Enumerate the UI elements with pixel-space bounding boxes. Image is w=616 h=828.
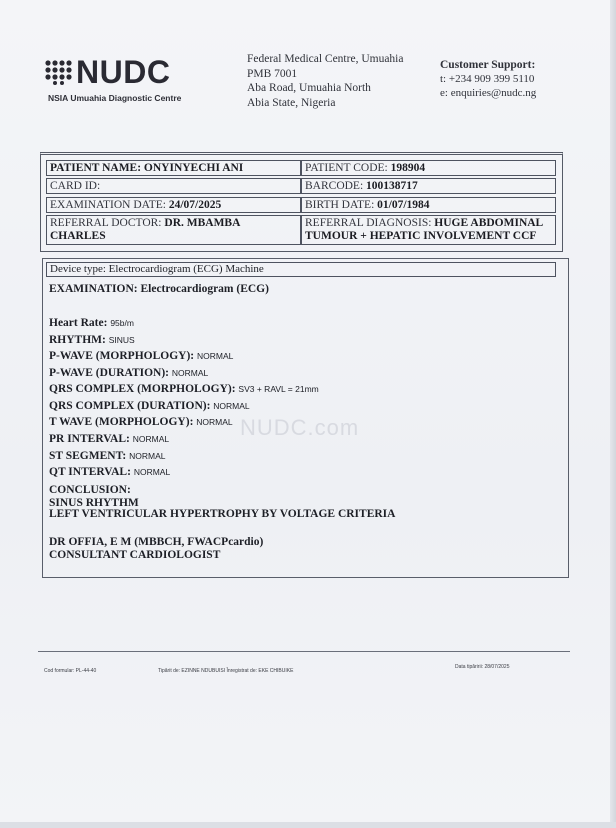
birth-date-cell (301, 197, 556, 213)
exam-date-label: EXAMINATION DATE: (50, 199, 166, 211)
signature-title: CONSULTANT CARDIOLOGIST (49, 549, 221, 561)
finding-row (49, 383, 319, 396)
logo-dots-icon (44, 59, 72, 85)
address-line: Abia State, Nigeria (247, 96, 336, 109)
support-phone: t: +234 909 399 5110 (440, 73, 535, 85)
exam-date-value: 24/07/2025 (168, 199, 222, 211)
patient-name-value: ONYINYECHI ANI (143, 162, 244, 174)
conclusion-line: SINUS RHYTHM (49, 497, 139, 509)
logo-text: NUDC (76, 54, 171, 90)
patient-name-cell (46, 160, 301, 176)
device-type-box (46, 262, 556, 277)
finding-value: 95b/m (110, 318, 134, 328)
referral-diagnosis-value: HUGE ABDOMINAL TUMOUR + HEPATIC INVOLVEMENT CCF (305, 217, 543, 242)
finding-label: ST SEGMENT: (49, 450, 127, 462)
logo-subtitle: NSIA Umuahia Diagnostic Centre (48, 93, 182, 103)
watermark: NUDC.com (240, 415, 360, 440)
finding-row (49, 367, 208, 380)
barcode-label: BARCODE: (305, 180, 364, 192)
address-line: PMB 7001 (247, 67, 298, 80)
finding-label: QRS COMPLEX (DURATION): (49, 400, 211, 412)
finding-label: PR INTERVAL: (49, 433, 130, 445)
footer-print-date: Data tipăririi: 28/07/2025 (455, 664, 510, 670)
device-type-label: Device type: (50, 263, 106, 275)
conclusion-line: LEFT VENTRICULAR HYPERTROPHY BY VOLTAGE CRITERIA (49, 508, 396, 520)
address-line: Federal Medical Centre, Umuahia (247, 53, 404, 65)
finding-row (49, 450, 165, 463)
referral-diagnosis-cell (301, 215, 556, 245)
finding-value: SINUS (108, 335, 135, 345)
finding-label: QRS COMPLEX (MORPHOLOGY): (49, 383, 236, 395)
finding-value: NORMAL (132, 434, 170, 444)
examination-line (49, 283, 269, 296)
device-type-value: Electrocardiogram (ECG) Machine (108, 263, 264, 275)
finding-label: RHYTHM: (49, 334, 106, 346)
footer-typed-by: Tipărit de: EZINNE NDUBUISI Înregistrat de: EKE CHIBUIKE (158, 668, 294, 674)
patient-code-label: PATIENT CODE: (305, 162, 388, 174)
support-email: e: enquiries@nudc.ng (440, 87, 537, 99)
paper-edge-right (610, 0, 616, 828)
finding-value: NORMAL (129, 451, 166, 461)
examination-label: EXAMINATION: (49, 283, 138, 295)
finding-row (49, 433, 169, 446)
patient-code-value: 198904 (390, 162, 426, 174)
finding-row (49, 400, 250, 413)
referral-doctor-label: REFERRAL DOCTOR: (50, 217, 162, 229)
finding-row (49, 466, 170, 479)
clinic-address (247, 52, 403, 110)
support-title: Customer Support: (440, 59, 536, 71)
finding-row (49, 416, 233, 429)
finding-row (49, 334, 135, 347)
customer-support (440, 58, 536, 100)
referral-diagnosis-label: REFERRAL DIAGNOSIS: (305, 217, 432, 229)
footer-divider (38, 651, 570, 652)
card-id-label: CARD ID: (50, 180, 101, 192)
finding-value: NORMAL (133, 467, 171, 477)
card-id-cell (46, 178, 301, 194)
address-line: Aba Road, Umuahia North (247, 82, 371, 94)
finding-label: T WAVE (MORPHOLOGY): (49, 416, 194, 428)
finding-value: NORMAL (197, 351, 234, 361)
patient-code-cell (301, 160, 556, 176)
barcode-value: 100138717 (366, 180, 418, 192)
finding-value: NORMAL (196, 417, 233, 427)
birth-date-label: BIRTH DATE: (305, 199, 375, 211)
barcode-cell (301, 178, 556, 194)
finding-value: NORMAL (171, 368, 209, 378)
finding-label: Heart Rate: (49, 317, 108, 329)
referral-doctor-value: DR. MBAMBA CHARLES (50, 217, 240, 242)
finding-label: P-WAVE (MORPHOLOGY): (49, 350, 195, 362)
referral-doctor-cell (46, 215, 301, 245)
exam-date-cell (46, 197, 301, 213)
paper-edge-bottom (0, 822, 616, 828)
finding-row (49, 317, 134, 330)
examination-value: Electrocardiogram (ECG) (140, 283, 269, 295)
finding-value: NORMAL (213, 401, 250, 411)
finding-label: P-WAVE (DURATION): (49, 367, 170, 379)
finding-value: SV3 + RAVL = 21mm (238, 384, 319, 394)
finding-row (49, 350, 233, 363)
footer-form-code: Cod formular: PL-44-40 (44, 668, 97, 674)
conclusion-label: CONCLUSION: (49, 484, 131, 496)
patient-name-label: PATIENT NAME: (50, 162, 142, 174)
birth-date-value: 01/07/1984 (377, 199, 430, 211)
signature-name: DR OFFIA, E M (MBBCH, FWACPcardio) (49, 536, 264, 548)
clinic-logo (44, 55, 214, 103)
finding-label: QT INTERVAL: (49, 466, 131, 478)
